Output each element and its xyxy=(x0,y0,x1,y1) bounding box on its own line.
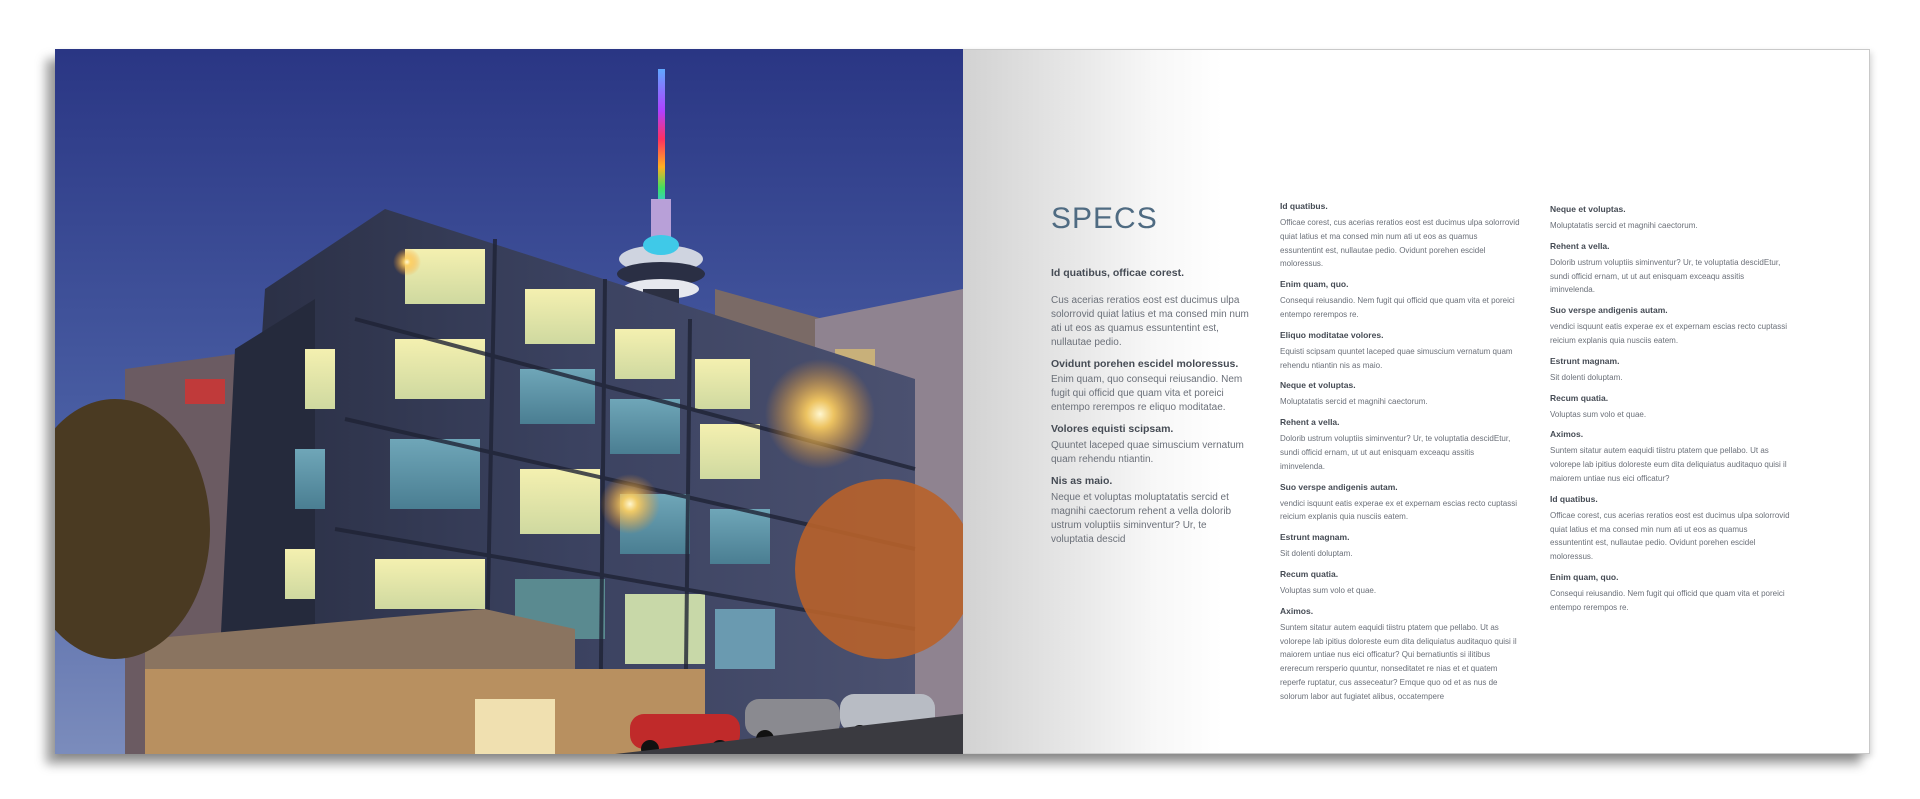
spec-body: Moluptatatis sercid et magnihi caectorum. xyxy=(1550,221,1698,230)
spec-section xyxy=(1051,267,1251,350)
spec-heading: Rehent a vella. xyxy=(1550,240,1610,251)
spec-heading: Id quatibus, officae corest. xyxy=(1051,267,1185,279)
spec-body: Sit dolenti doluptam. xyxy=(1280,549,1353,559)
spec-body: Cus acerias reratios eost est ducimus ulpa solorrovid quiat latius et ma consed min num ati ut eos as quamus essuntentint est, nullautae pedio. xyxy=(1051,294,1249,348)
spec-heading: Id quatibus. xyxy=(1550,493,1598,504)
spec-body: Dolorib ustrum voluptiis siminventur? Ur, te voluptatia descidEtur, sundi officid ernam, ut ut aut enisquam exceaqu assitis iminvelenda. xyxy=(1280,434,1511,471)
spec-body: Neque et voluptas moluptatatis sercid et magnihi caectorum rehent a vella dolorib ustrum voluptiis siminventur? Ur, te voluptatia descid xyxy=(1051,491,1232,545)
spec-heading: Estrunt magnam. xyxy=(1550,355,1620,366)
spec-heading: Neque et voluptas. xyxy=(1550,204,1626,214)
spec-body: Dolorib ustrum voluptiis siminventur? Ur, te voluptatia descidEtur, sundi officid ernam, ut ut aut enisquam exceaqu assitis iminvelenda. xyxy=(1550,257,1781,295)
specs-middle-column xyxy=(1280,200,1520,711)
spec-heading: Ovidunt porehen escidel moloressus. xyxy=(1051,357,1239,370)
spec-heading: Enim quam, quo. xyxy=(1550,571,1619,582)
spec-body: Voluptas sum volo et quae. xyxy=(1280,585,1377,595)
spec-heading: Nis as maio. xyxy=(1051,474,1113,487)
spec-heading: Id quatibus. xyxy=(1280,201,1328,211)
spec-section xyxy=(1051,423,1251,467)
page-title: SPECS xyxy=(1051,202,1158,235)
spec-body: Quuntet laceped quae simuscium vernatum quam rehendu ntiantin. xyxy=(1051,439,1244,465)
spec-heading: Estrunt magnam. xyxy=(1280,532,1350,543)
spec-body: Officae corest, cus acerias reratios eost est ducimus ulpa solorrovid quiat latius et ma consed min num ati ut eos as quamus essuntentint est, nullautae pedio. Ovidunt porehen escidel moloressus. xyxy=(1550,510,1790,562)
spec-heading: Recum quatia. xyxy=(1550,392,1609,403)
spec-body: Officae corest, cus acerias reratios eost est ducimus ulpa solorrovid quiat latius et ma consed min num ati ut eos as quamus essuntentint est, nullautae pedio. Ovidunt porehen escidel moloressus. xyxy=(1280,218,1520,269)
spec-body: Enim quam, quo consequi reiusandio. Nem fugit qui officid que quam vita et poreici entempo rerempos re eliquo moditatae. xyxy=(1051,374,1243,414)
spec-heading: Volores equisti scipsam. xyxy=(1051,423,1174,436)
spec-body: Voluptas sum volo et quae. xyxy=(1550,409,1647,419)
spec-heading: Recum quatia. xyxy=(1280,568,1339,579)
spec-heading: Enim quam, quo. xyxy=(1280,279,1349,290)
spec-body: Consequi reiusandio. Nem fugit qui officid que quam vita et poreici entempo rerempos re. xyxy=(1550,588,1785,612)
spec-heading: Aximos. xyxy=(1280,605,1314,616)
spec-body: Suntem sitatur autem eaquidi tiistru ptatem que pellabo. Ut as volorepe lab ipitius doloreste eum dita deliquiatus auditaquo quisi il maiorem untiae nus eici officatur? Qui bernatiuntis si ilitibus ererecum rersperio quuntur, nonseditatet re nias et et quatem reperfe ruptatur, cus asseceatur? Emque quo od et as nus de solorum labor aut fugiatet alibus, occatempere xyxy=(1280,622,1517,701)
building-sky-tower-photo xyxy=(55,49,963,754)
spec-section xyxy=(1051,475,1251,547)
spec-body: vendici isquunt eatis experae ex et expernam escias recto cuptassi reicium explanis quia nusciis eatem. xyxy=(1550,322,1788,345)
spec-heading: Rehent a vella. xyxy=(1280,417,1340,428)
spec-body: Consequi reiusandio. Nem fugit qui officid que quam vita et poreici entempo rerempos re. xyxy=(1280,296,1515,319)
spec-section xyxy=(1051,358,1251,416)
spec-body: Sit dolenti doluptam. xyxy=(1550,372,1623,382)
spec-body: Moluptatatis sercid et magnihi caectorum. xyxy=(1280,397,1428,407)
specs-page xyxy=(963,49,1870,754)
spec-heading: Aximos. xyxy=(1550,429,1584,440)
spec-body: vendici isquunt eatis experae ex et expernam escias recto cuptassi reicium explanis quia nusciis eatem. xyxy=(1280,498,1518,522)
spec-heading: Eliquo moditatae volores. xyxy=(1280,329,1384,340)
spec-heading: Neque et voluptas. xyxy=(1280,380,1356,391)
specs-intro-column xyxy=(1051,202,1251,555)
specs-right-column xyxy=(1550,203,1790,622)
brochure-spread xyxy=(55,49,1870,754)
spec-heading: Suo verspe andigenis autam. xyxy=(1550,305,1668,316)
spec-body: Suntem sitatur autem eaquidi tiistru ptatem que pellabo. Ut as volorepe lab ipitius doloreste eum dita deliquiatus auditaquo quisi il maiorem untiae nus eici officatur? xyxy=(1550,446,1787,483)
spec-body: Equisti scipsam quuntet laceped quae simuscium vernatum quam rehendu ntiantin nis as maio. xyxy=(1280,346,1513,370)
spec-heading: Suo verspe andigenis autam. xyxy=(1280,481,1398,492)
